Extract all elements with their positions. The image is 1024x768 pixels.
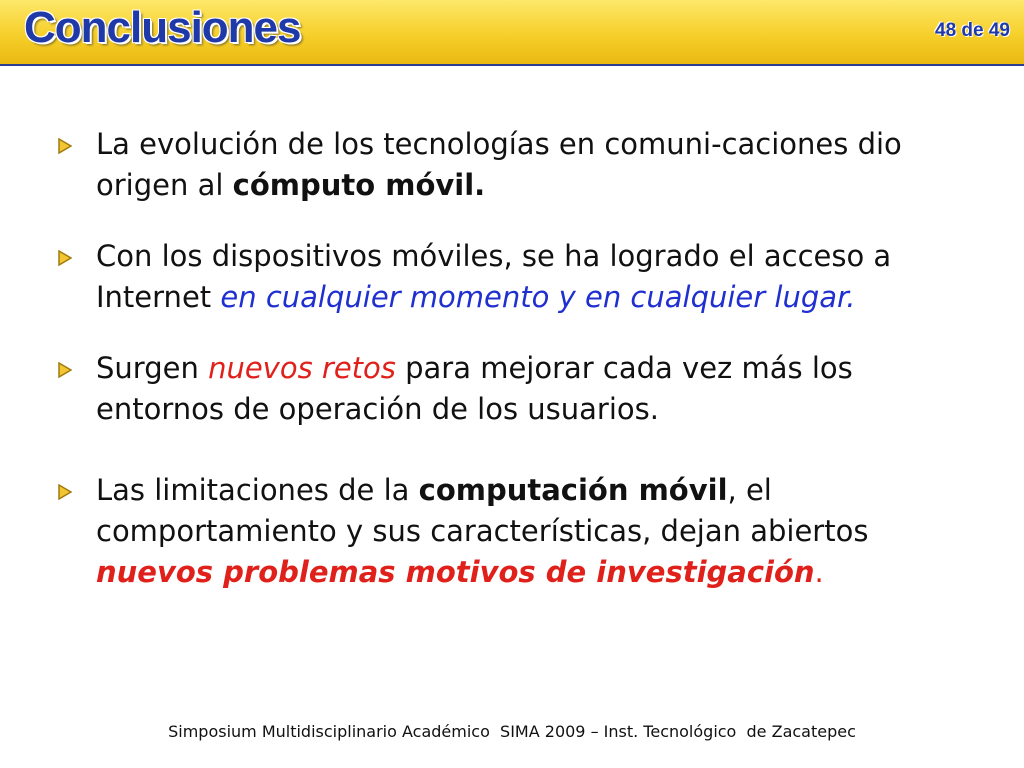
arrow-bullet-icon <box>58 138 72 154</box>
slide-counter: 48 de 49 <box>935 20 1010 41</box>
bullet-bold-text: cómputo móvil. <box>232 168 486 202</box>
bullet-text: . <box>814 555 824 589</box>
bullet-list <box>58 124 978 593</box>
bullet-emphasis-text: nuevos problemas motivos de investigación <box>96 555 815 589</box>
bullet-emphasis-text: nuevos retos <box>208 351 396 385</box>
bullet-bold-text: computación móvil <box>418 473 728 507</box>
bullet-text: Las limitaciones de la <box>96 473 419 507</box>
bullet-text: Con los dispositivos móviles, se ha logrado el acceso a Internet <box>96 239 892 314</box>
slide-title: Conclusiones <box>24 3 301 52</box>
bullet-item <box>58 236 978 318</box>
bullet-text: Surgen <box>96 351 209 385</box>
arrow-bullet-icon <box>58 250 72 266</box>
bullet-item <box>58 124 978 206</box>
bullet-text: para mejorar cada vez más los entornos de operación de los usuarios. <box>96 351 853 426</box>
arrow-bullet-icon <box>58 362 72 378</box>
bullet-text: , el comportamiento y sus características, dejan abiertos <box>96 473 869 548</box>
bullet-text: La evolución de los tecnologías en comuni-caciones dio origen al <box>96 127 902 202</box>
arrow-bullet-icon <box>58 484 72 500</box>
bullet-item <box>58 348 978 430</box>
bullet-item <box>58 470 978 593</box>
bullet-emphasis-text: en cualquier momento y en cualquier lugar. <box>220 280 856 314</box>
slide-footer: Simposium Multidisciplinario Académico SIMA 2009 – Inst. Tecnológico de Zacatepec <box>168 722 856 741</box>
